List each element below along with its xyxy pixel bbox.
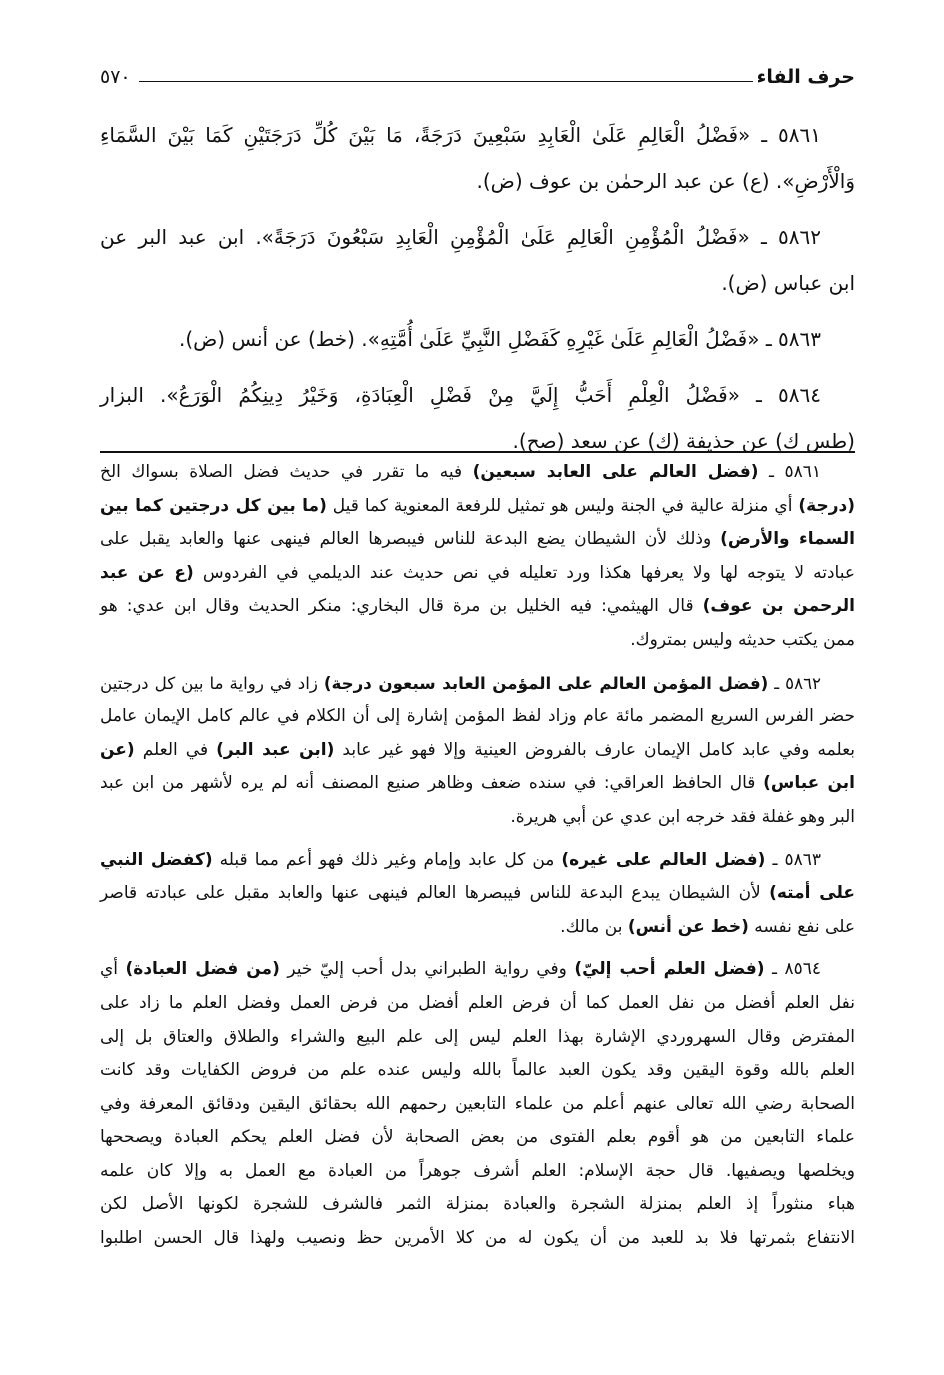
text-line <box>100 801 855 835</box>
text-segment: ٥٨٦١ ـ <box>758 462 821 482</box>
chapter-title: حرف الفاء <box>756 66 855 88</box>
quoted-phrase: (كفضل النبي <box>100 849 213 870</box>
text-segment: قال الحافظ العراقي: في سنده ضعف وظاهر صنيع المصنف أنه لم يره لأشهر من ابن عبد <box>100 773 764 794</box>
quoted-phrase: على أمته) <box>769 883 855 904</box>
text-line: ٥٨٦١ ـ «فَضْلُ الْعَالِمِ عَلَىٰ الْعَابِدِ سَبْعِينَ دَرَجَةً، مَا بَيْنَ كُلِّ دَرَجَتَيْنِ كَمَا بَيْنَ السَّمَاءِ <box>100 123 821 147</box>
text-segment: وذلك لأن الشيطان يضع البدعة للناس فيبصرها العالم فينهى عنها والعابد يقبل على <box>100 529 721 550</box>
text-segment: فيه ما تقرر في حديث فضل الصلاة بسواك الخ <box>100 462 473 482</box>
text-line <box>100 490 855 524</box>
quoted-phrase: (عن <box>100 739 135 760</box>
text-segment: نفل العلم أفضل من نفل العمل كما أن فرض العلم أفضل من فرض العمل وفضل العلم ما زاد على <box>100 992 855 1013</box>
text-segment: بعلمه وفي عابد كامل الإيمان عارف بالفروض العينية وإلا فهو غير عابد <box>334 739 856 760</box>
text-line <box>100 1155 855 1189</box>
text-line <box>100 624 855 658</box>
quoted-phrase: ابن عباس) <box>763 773 855 794</box>
text-line <box>100 1088 855 1122</box>
commentary-note <box>100 456 855 658</box>
text-segment: المفترض وقال السهروردي الإشارة بهذا العلم ليس إلى علم البيع والشراء والطلاق والعتاق بل إلى <box>100 1026 855 1047</box>
text-line <box>100 911 855 945</box>
text-line <box>100 953 855 987</box>
running-header <box>100 58 855 88</box>
text-line: وَالْأَرْضِ». (ع) عن عبد الرحمٰن بن عوف (ض). <box>476 169 855 193</box>
text-segment: قال الهيثمي: فيه الخليل بن مرة قال البخاري: منكر الحديث وقال ابن عدي: هو <box>100 596 703 617</box>
text-segment: أي منزلة عالية في الجنة وليس هو تمثيل للرفعة المعنوية كما قيل <box>326 495 799 516</box>
quoted-phrase: (من فضل العبادة) <box>125 959 280 980</box>
text-segment: وفي رواية الطبراني بدل أحب إليّ خير <box>279 959 575 980</box>
text-segment: ٨٥٦٤ ـ <box>764 959 821 980</box>
quoted-phrase: (ع عن عبد <box>100 562 194 583</box>
text-line <box>100 1021 855 1055</box>
text-line: ٥٨٦٣ ـ «فَضْلُ الْعَالِمِ عَلَىٰ غَيْرِهِ كَفَضْلِ النَّبِيِّ عَلَىٰ أُمَّتِهِ». (خط) عن أنس (ض). <box>178 327 821 351</box>
commentary-note <box>100 953 855 1255</box>
text-segment: أي <box>100 959 126 980</box>
text-line: ابن عباس (ض). <box>721 271 855 295</box>
text-line <box>100 1222 855 1256</box>
text-line <box>100 767 855 801</box>
text-segment: زاد في رواية ما بين كل درجتين <box>100 672 324 693</box>
text-segment: ممن يكتب حديثه وليس بمتروك. <box>630 629 855 650</box>
text-line <box>100 844 855 878</box>
text-segment: البر وهو غفلة فقد خرجه ابن عدي عن أبي هريرة. <box>510 806 855 827</box>
text-line: (طس ك) عن حذيفة (ك) عن سعد (صح). <box>512 429 855 453</box>
page-number: ٥٧٠ <box>100 66 131 88</box>
hadith-entry <box>100 214 855 306</box>
text-segment: علماء التابعين من هو أقوم بعلم الفتوى من بعض الصحابة لأن فضل العلم يحكم العبادة ويصححها <box>100 1127 855 1148</box>
quoted-phrase: الرحمن بن عوف) <box>702 596 855 617</box>
quoted-phrase: (ما بين كل درجتين كما بين <box>100 495 327 516</box>
text-line <box>100 1054 855 1088</box>
text-line <box>100 877 855 911</box>
text-segment: على نفع نفسه <box>748 916 855 937</box>
quoted-phrase: (فضل العالم على العابد سبعين) <box>472 462 759 482</box>
text-line <box>100 1188 855 1222</box>
hadith-entries <box>100 112 855 474</box>
footnote-separator <box>100 451 855 453</box>
quoted-phrase: (فضل العالم على غيره) <box>561 849 766 870</box>
text-segment: ويخلصها ويصفيها. قال حجة الإسلام: العلم أشرف جوهراً من العبادة مع العمل به وإلا كان علمه <box>100 1160 855 1181</box>
text-line <box>100 734 855 768</box>
commentary-note <box>100 667 855 835</box>
text-line <box>100 523 855 557</box>
text-segment: الانتفاع بثمرتها فلا بد للعبد من أن يكون له من كلا الأمرين حظ ونصيب ولهذا قال الحسن اطلبوا <box>100 1228 855 1249</box>
hadith-entry <box>100 316 855 362</box>
text-segment: العلم بالله وقوة اليقين وقد يكون العبد عالماً بالله وليس عنده علم من فروض الكفايات وقد كانت <box>100 1060 855 1081</box>
text-segment: عبادته لا يتوجه لها ولا يعرفها هكذا ورد تعليله في نص حديث عند الديلمي في الفردوس <box>193 562 855 583</box>
text-segment: الصحابة رضي الله تعالى عنهم أعلم من علماء التابعين رحمهم الله بحقائق اليقين ودقائق المعرفة وفي <box>100 1093 855 1114</box>
text-segment: من كل عابد وإمام وغير ذلك فهو أعم مما قبله <box>212 849 562 870</box>
text-line <box>100 667 855 701</box>
text-line <box>100 456 855 490</box>
text-segment: بن مالك. <box>560 916 628 937</box>
commentary-note <box>100 844 855 945</box>
text-segment: ٥٨٦٢ ـ <box>768 672 822 693</box>
text-line <box>100 590 855 624</box>
text-segment: هباء منثوراً إذ العلم بمنزلة الشجرة والعبادة بمنزلة الثمر فالشرف للشجرة لكونها الأصل لكن <box>100 1194 855 1215</box>
text-line: ٥٨٦٤ ـ «فَضْلُ الْعِلْمِ أَحَبُّ إِلَيَّ مِنْ فَضْلِ الْعِبَادَةِ، وَخَيْرُ دِينِكُمُ الْوَرَعُ». البزار <box>100 383 821 407</box>
text-line <box>100 987 855 1021</box>
quoted-phrase: (ابن عبد البر) <box>216 739 335 760</box>
text-line <box>100 557 855 591</box>
text-segment: لأن الشيطان يبدع البدعة للناس فيبصرها العالم فينهى عنها والعابد مقبل على عبادته قاصر <box>100 883 770 904</box>
quoted-phrase: (فضل المؤمن العالم على المؤمن العابد سبعون درجة) <box>323 672 769 693</box>
quoted-phrase: (فضل العلم أحب إليّ) <box>574 959 765 980</box>
text-segment: في العلم <box>134 739 217 760</box>
header-rule <box>139 81 753 82</box>
quoted-phrase: (درجة) <box>798 495 855 516</box>
text-segment: ٥٨٦٣ ـ <box>765 849 822 870</box>
text-segment: حضر الفرس السريع المضمر مائة عام وزاد لفظ المؤمن إشارة إلى أن الكلام في عالم كامل الإيمان عامل <box>100 706 855 727</box>
text-line <box>100 1121 855 1155</box>
text-line: ٥٨٦٢ ـ «فَضْلُ الْمُؤْمِنِ الْعَالِمِ عَلَىٰ الْمُؤْمِنِ الْعَابِدِ سَبْعُونَ دَرَجَةً». ابن عبد البر عن <box>100 225 821 249</box>
hadith-entry <box>100 112 855 204</box>
text-line <box>100 700 855 734</box>
quoted-phrase: السماء والأرض) <box>720 529 855 550</box>
quoted-phrase: (خط عن أنس) <box>627 916 749 937</box>
commentary-footnotes <box>100 456 855 1265</box>
